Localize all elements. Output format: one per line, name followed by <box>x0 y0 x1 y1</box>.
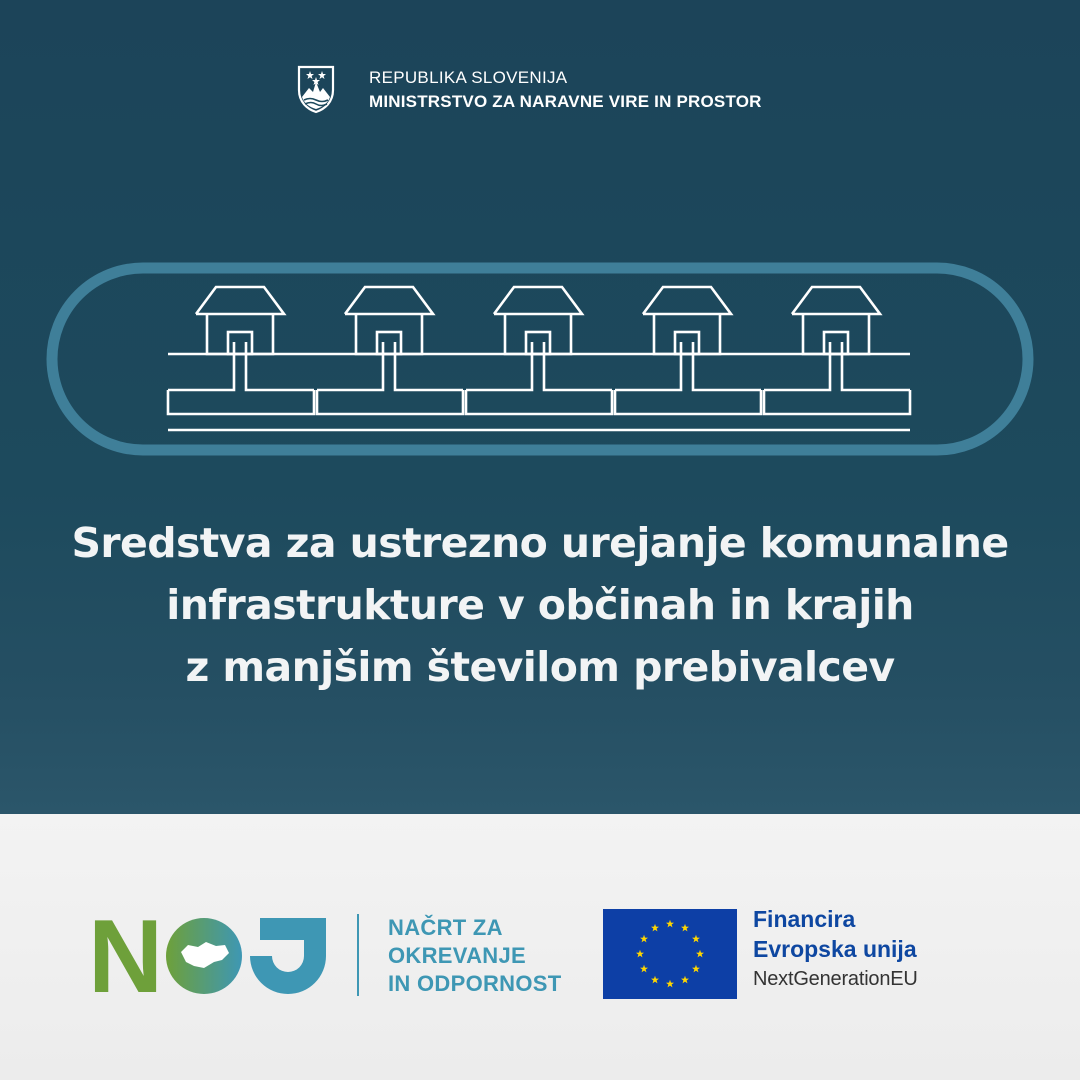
house <box>764 287 910 414</box>
page-title <box>60 512 1020 698</box>
house <box>168 287 314 414</box>
ministry-title: MINISTRSTVO ZA NARAVNE VIRE IN PROSTOR <box>369 92 762 111</box>
noo-line: NAČRT ZA <box>388 915 503 940</box>
noo-logo-letter-n: N <box>88 912 164 998</box>
house <box>317 287 463 414</box>
slovenia-coat-of-arms-icon <box>296 64 336 114</box>
house <box>466 287 612 414</box>
houses-connected-to-sewer-icon <box>44 262 1036 456</box>
title-line: infrastrukture v občinah in krajih <box>166 581 914 629</box>
noo-line: IN ODPORNOST <box>388 971 562 996</box>
ministry-name <box>369 66 762 114</box>
next-generation-eu: NextGenerationEU <box>753 968 918 990</box>
title-line: z manjšim številom prebivalcev <box>185 643 895 691</box>
country-name: REPUBLIKA SLOVENIJA <box>369 68 568 87</box>
noo-logo <box>88 912 333 998</box>
noo-line: OKREVANJE <box>388 943 526 968</box>
eu-flag-icon <box>603 909 737 999</box>
title-line: Sredstva za ustrezno urejanje komunalne <box>71 519 1009 567</box>
eu-funding-text <box>753 904 918 994</box>
house <box>615 287 761 414</box>
divider <box>357 914 359 996</box>
financed-by: Financira <box>753 906 856 932</box>
noo-name <box>388 914 562 998</box>
european-union: Evropska unija <box>753 936 917 962</box>
